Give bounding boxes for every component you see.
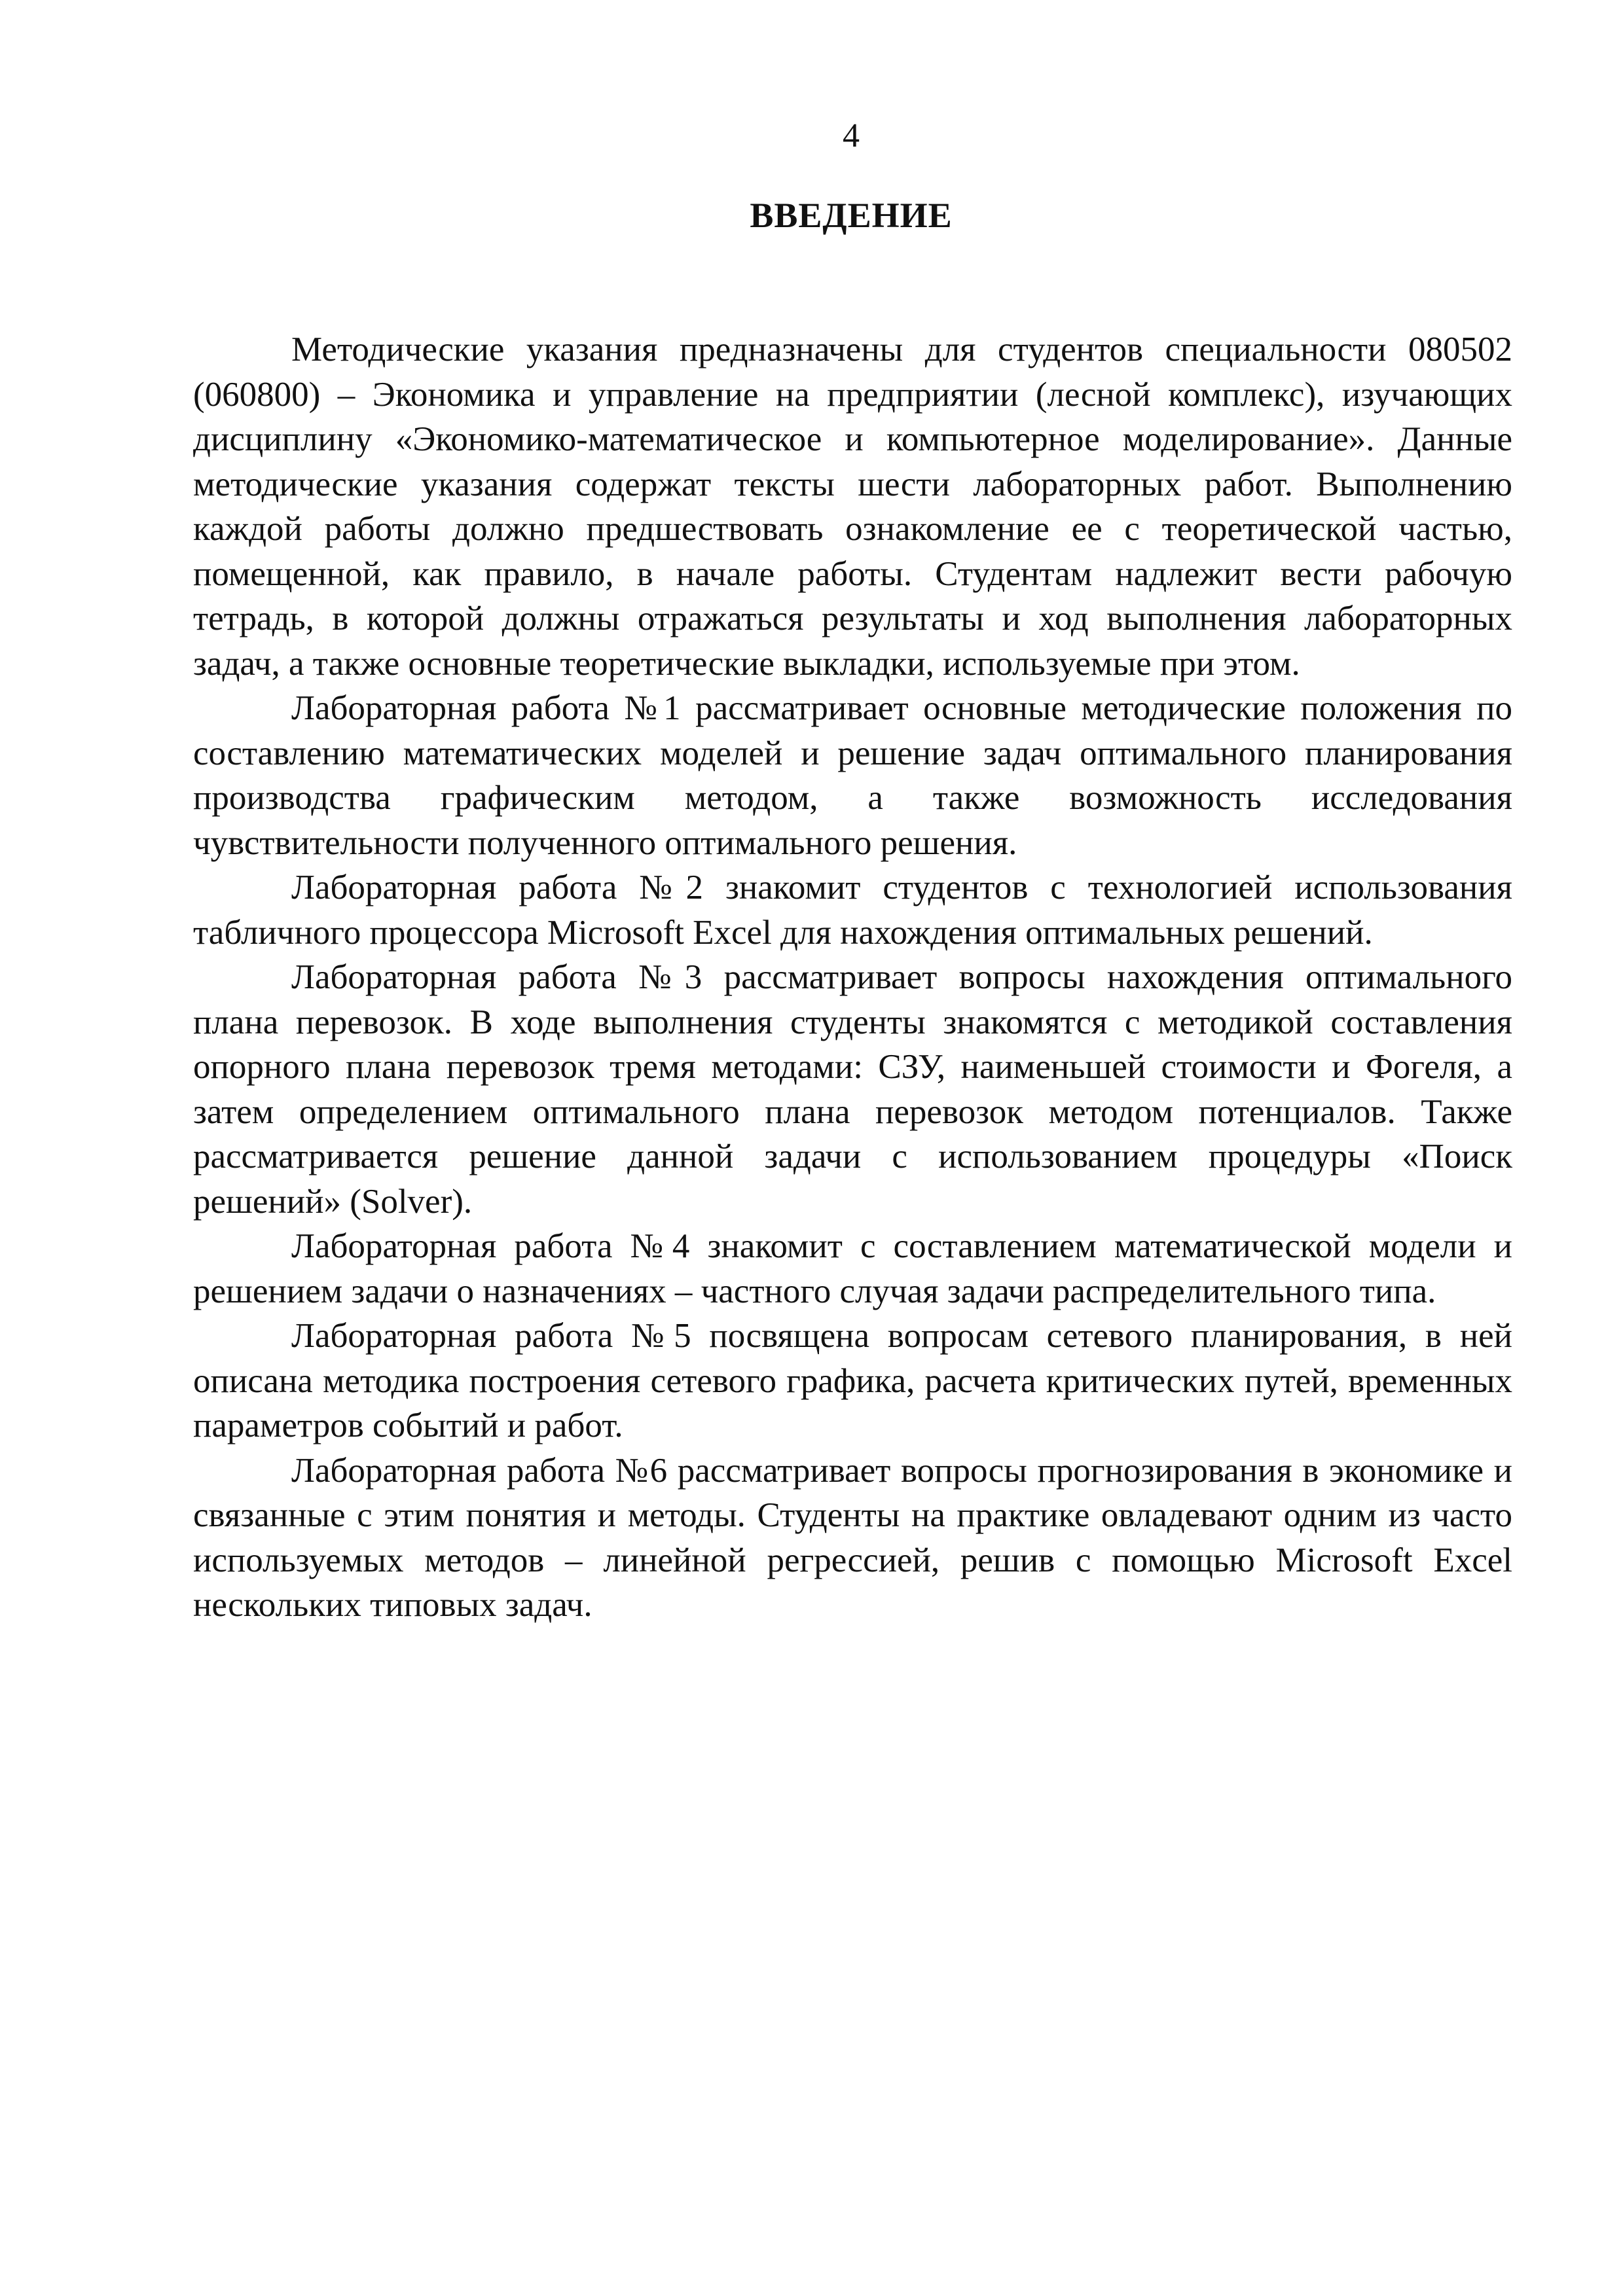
document-body	[193, 327, 1512, 1628]
paragraph-lab-1: Лабораторная работа №1 рассматривает основные методические положения по составлению математических моделей и решение задач оптимального планирования производства графическим методом, а также возможность исследования чувствительности полученного оптимального решения.	[193, 689, 1512, 862]
paragraph-lab-3: Лабораторная работа №3 рассматривает вопросы нахождения оптимального плана перевозок. В ходе выполнения студенты знакомятся с методикой составления опорного плана перевозок тремя методами: СЗУ, наименьшей стоимости и Фогеля, а затем определением оптимального плана перевозок методом потенциалов. Также рассматривается решение данной задачи с использованием процедуры «Поиск решений» (Solver).	[193, 958, 1512, 1221]
paragraph-lab-2: Лабораторная работа №2 знакомит студентов с технологией использования табличного процессора Microsoft Excel для нахождения оптимальных решений.	[193, 869, 1512, 952]
page-number: 4	[843, 117, 860, 154]
page-title: ВВЕДЕНИЕ	[750, 196, 953, 235]
paragraph-lab-5: Лабораторная работа №5 посвящена вопросам сетевого планирования, в ней описана методика построения сетевого графика, расчета критических путей, временных параметров событий и работ.	[193, 1317, 1512, 1444]
paragraph-lab-6: Лабораторная работа №6 рассматривает вопросы прогнозирования в экономике и связанные с этим понятия и методы. Студенты на практике овладевают одним из часто используемых методов – линейной регрессией, решив с помощью Microsoft Excel нескольких типовых задач.	[193, 1451, 1512, 1624]
paragraph-lab-4: Лабораторная работа №4 знакомит с составлением математической модели и решением задачи о назначениях – частного случая задачи распределительного типа.	[193, 1227, 1512, 1310]
paragraph-intro: Методические указания предназначены для студентов специальности 080502 (060800) – Экономика и управление на предприятии (лесной комплекс), изучающих дисциплину «Экономико-математическое и компьютерное моделирование». Данные методические указания содержат тексты шести лабораторных работ. Выполнению каждой работы должно предшествовать ознакомление ее с теоретической частью, помещенной, как правило, в начале работы. Студентам надлежит вести рабочую тетрадь, в которой должны отражаться результаты и ход выполнения лабораторных задач, а также основные теоретические выкладки, используемые при этом.	[193, 331, 1512, 683]
